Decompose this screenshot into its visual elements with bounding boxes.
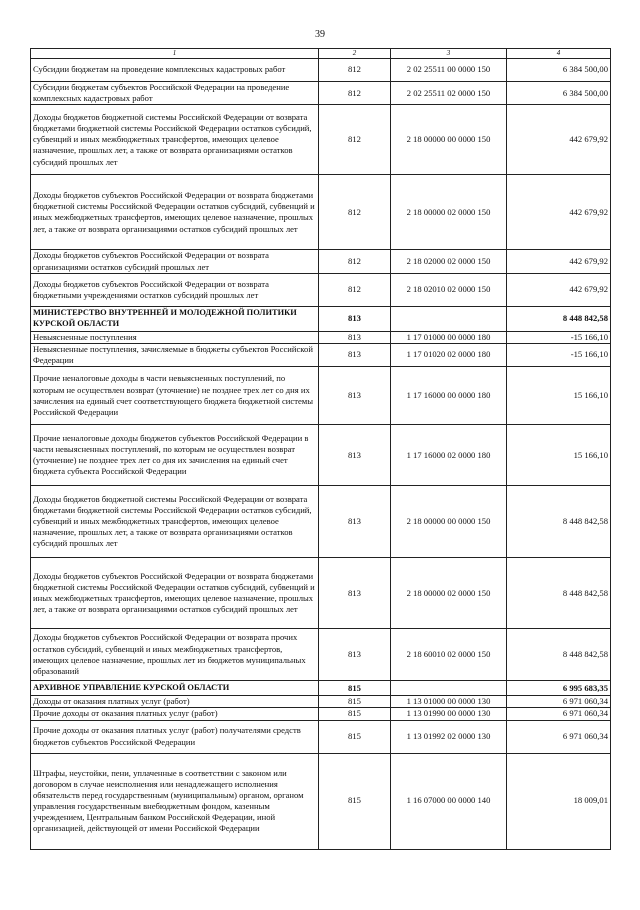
- column-number-code: 3: [391, 49, 507, 59]
- cell-admin-code: 815: [319, 708, 391, 720]
- cell-budget-code: 2 18 00000 00 0000 150: [391, 105, 507, 175]
- column-number-name: 1: [31, 49, 319, 59]
- cell-admin-code: 815: [319, 720, 391, 753]
- cell-name: МИНИСТЕРСТВО ВНУТРЕННЕЙ И МОЛОДЕЖНОЙ ПОЛИТИКИ КУРСКОЙ ОБЛАСТИ: [31, 306, 319, 331]
- page-number: 39: [315, 29, 325, 40]
- cell-name: Доходы бюджетов бюджетной системы Российской Федерации от возврата бюджетами бюджетной системы Российской Федерации остатков субсидий, субвенций и иных межбюджетных трансфертов, имеющих целевое назначение, прошлых лет, а также от возврата организациями остатков субсидий прошлых лет: [31, 486, 319, 558]
- cell-amount: 6 971 060,34: [507, 696, 611, 708]
- cell-name: Доходы бюджетов бюджетной системы Российской Федерации от возврата бюджетами бюджетной системы Российской Федерации остатков субсидий, субвенций и иных межбюджетных трансфертов, имеющих целевое назначение, прошлых лет, а также от возврата организациями остатков субсидий прошлых лет: [31, 105, 319, 175]
- cell-name: Доходы от оказания платных услуг (работ): [31, 696, 319, 708]
- cell-budget-code: 2 18 02010 02 0000 150: [391, 273, 507, 306]
- cell-name: Прочие неналоговые доходы в части невыясненных поступлений, по которым не осуществлен возврат (уточнение) не позднее трех лет со дня их зачисления на единый счет соответствующего бюджета бюджетной системы Российской Федерации: [31, 367, 319, 425]
- cell-name: Прочие доходы от оказания платных услуг (работ) получателями средств бюджетов субъектов Российской Федерации: [31, 720, 319, 753]
- table-row: [31, 343, 611, 366]
- cell-amount: 442 679,92: [507, 250, 611, 273]
- cell-amount: 8 448 842,58: [507, 306, 611, 331]
- cell-name: Невыясненные поступления: [31, 331, 319, 343]
- cell-amount: 442 679,92: [507, 175, 611, 250]
- cell-admin-code: 813: [319, 367, 391, 425]
- cell-name: Доходы бюджетов субъектов Российской Федерации от возврата бюджетами бюджетной системы Российской Федерации остатков субсидий, субвенций и иных межбюджетных трансфертов, имеющих целевое назначение, прошлых лет, а также от возврата организациями остатков субсидий прошлых лет: [31, 175, 319, 250]
- column-number-amount: 4: [507, 49, 611, 59]
- cell-budget-code: 1 13 01992 02 0000 130: [391, 720, 507, 753]
- cell-admin-code: 812: [319, 59, 391, 82]
- cell-budget-code: 1 17 16000 02 0000 180: [391, 425, 507, 486]
- cell-amount: 15 166,10: [507, 367, 611, 425]
- cell-amount: 442 679,92: [507, 273, 611, 306]
- cell-admin-code: 813: [319, 558, 391, 629]
- cell-amount: 8 448 842,58: [507, 558, 611, 629]
- cell-admin-code: 815: [319, 681, 391, 696]
- cell-admin-code: 815: [319, 753, 391, 849]
- cell-admin-code: 812: [319, 82, 391, 105]
- column-number-admin: 2: [319, 49, 391, 59]
- cell-name: Штрафы, неустойки, пени, уплаченные в соответствии с законом или договором в случае неисполнения или ненадлежащего исполнения обязательств перед государственным (муниципальным) органом, органом управления государственным внебюджетным фондом, казенным учреждением, Центральным банком Российской Федерации, иной организацией, действующей от имени Российской Федерации: [31, 753, 319, 849]
- cell-budget-code: [391, 681, 507, 696]
- cell-budget-code: 1 17 01020 02 0000 180: [391, 343, 507, 366]
- cell-name: Прочие доходы от оказания платных услуг (работ): [31, 708, 319, 720]
- table-row: [31, 629, 611, 681]
- cell-name: Доходы бюджетов субъектов Российской Федерации от возврата бюджетами бюджетной системы Российской Федерации остатков субсидий, субвенций и иных межбюджетных трансфертов, имеющих целевое назначение, прошлых лет, а также от возврата организациями остатков субсидий прошлых лет: [31, 558, 319, 629]
- cell-budget-code: 2 18 02000 02 0000 150: [391, 250, 507, 273]
- cell-amount: 15 166,10: [507, 425, 611, 486]
- cell-budget-code: 2 18 00000 02 0000 150: [391, 558, 507, 629]
- cell-budget-code: 1 17 01000 00 0000 180: [391, 331, 507, 343]
- cell-name: Доходы бюджетов субъектов Российской Федерации от возврата бюджетными учреждениями остатков субсидий прошлых лет: [31, 273, 319, 306]
- cell-amount: -15 166,10: [507, 343, 611, 366]
- cell-admin-code: 813: [319, 486, 391, 558]
- cell-budget-code: 1 16 07000 00 0000 140: [391, 753, 507, 849]
- cell-admin-code: 812: [319, 105, 391, 175]
- cell-amount: 442 679,92: [507, 105, 611, 175]
- table-section-row: [31, 681, 611, 696]
- cell-admin-code: 813: [319, 425, 391, 486]
- table-row: [31, 250, 611, 273]
- cell-admin-code: 812: [319, 273, 391, 306]
- cell-amount: 6 384 500,00: [507, 59, 611, 82]
- cell-name: Субсидии бюджетам субъектов Российской Федерации на проведение комплексных кадастровых работ: [31, 82, 319, 105]
- cell-name: Субсидии бюджетам на проведение комплексных кадастровых работ: [31, 59, 319, 82]
- table-row: [31, 273, 611, 306]
- cell-admin-code: 813: [319, 331, 391, 343]
- cell-name: АРХИВНОЕ УПРАВЛЕНИЕ КУРСКОЙ ОБЛАСТИ: [31, 681, 319, 696]
- table-row: [31, 331, 611, 343]
- cell-name: Прочие неналоговые доходы бюджетов субъектов Российской Федерации в части невыясненных поступлений, по которым не осуществлен возврат (уточнение) не позднее трех лет со дня их зачисления на единый счет бюджета субъекта Российской Федерации: [31, 425, 319, 486]
- cell-admin-code: 815: [319, 696, 391, 708]
- table-row: [31, 59, 611, 82]
- cell-budget-code: 1 13 01000 00 0000 130: [391, 696, 507, 708]
- cell-name: Доходы бюджетов субъектов Российской Федерации от возврата прочих остатков субсидий, субвенций и иных межбюджетных трансфертов, имеющих целевое назначение, прошлых лет из бюджетов муниципальных образований: [31, 629, 319, 681]
- cell-name: Невыясненные поступления, зачисляемые в бюджеты субъектов Российской Федерации: [31, 343, 319, 366]
- table-row: [31, 558, 611, 629]
- cell-amount: 6 384 500,00: [507, 82, 611, 105]
- cell-budget-code: 1 13 01990 00 0000 130: [391, 708, 507, 720]
- cell-name: Доходы бюджетов субъектов Российской Федерации от возврата организациями остатков субсидий прошлых лет: [31, 250, 319, 273]
- cell-budget-code: 2 18 00000 02 0000 150: [391, 175, 507, 250]
- cell-amount: 6 971 060,34: [507, 720, 611, 753]
- table-row: [31, 486, 611, 558]
- table-row: [31, 425, 611, 486]
- column-number-row: [31, 49, 611, 59]
- table-row: [31, 367, 611, 425]
- cell-budget-code: 1 17 16000 00 0000 180: [391, 367, 507, 425]
- cell-budget-code: [391, 306, 507, 331]
- cell-admin-code: 813: [319, 343, 391, 366]
- table-row: [31, 82, 611, 105]
- cell-budget-code: 2 02 25511 00 0000 150: [391, 59, 507, 82]
- table-row: [31, 175, 611, 250]
- cell-amount: 8 448 842,58: [507, 486, 611, 558]
- table-row: [31, 753, 611, 849]
- cell-budget-code: 2 18 60010 02 0000 150: [391, 629, 507, 681]
- cell-admin-code: 813: [319, 629, 391, 681]
- table-row: [31, 720, 611, 753]
- cell-amount: 6 971 060,34: [507, 708, 611, 720]
- table-row: [31, 105, 611, 175]
- cell-amount: 18 009,01: [507, 753, 611, 849]
- cell-admin-code: 812: [319, 175, 391, 250]
- cell-admin-code: 813: [319, 306, 391, 331]
- table-row: [31, 696, 611, 708]
- cell-amount: 8 448 842,58: [507, 629, 611, 681]
- table-section-row: [31, 306, 611, 331]
- cell-amount: 6 995 683,35: [507, 681, 611, 696]
- revenue-table: [30, 48, 611, 850]
- cell-admin-code: 812: [319, 250, 391, 273]
- cell-budget-code: 2 18 00000 00 0000 150: [391, 486, 507, 558]
- cell-budget-code: 2 02 25511 02 0000 150: [391, 82, 507, 105]
- table-row: [31, 708, 611, 720]
- cell-amount: -15 166,10: [507, 331, 611, 343]
